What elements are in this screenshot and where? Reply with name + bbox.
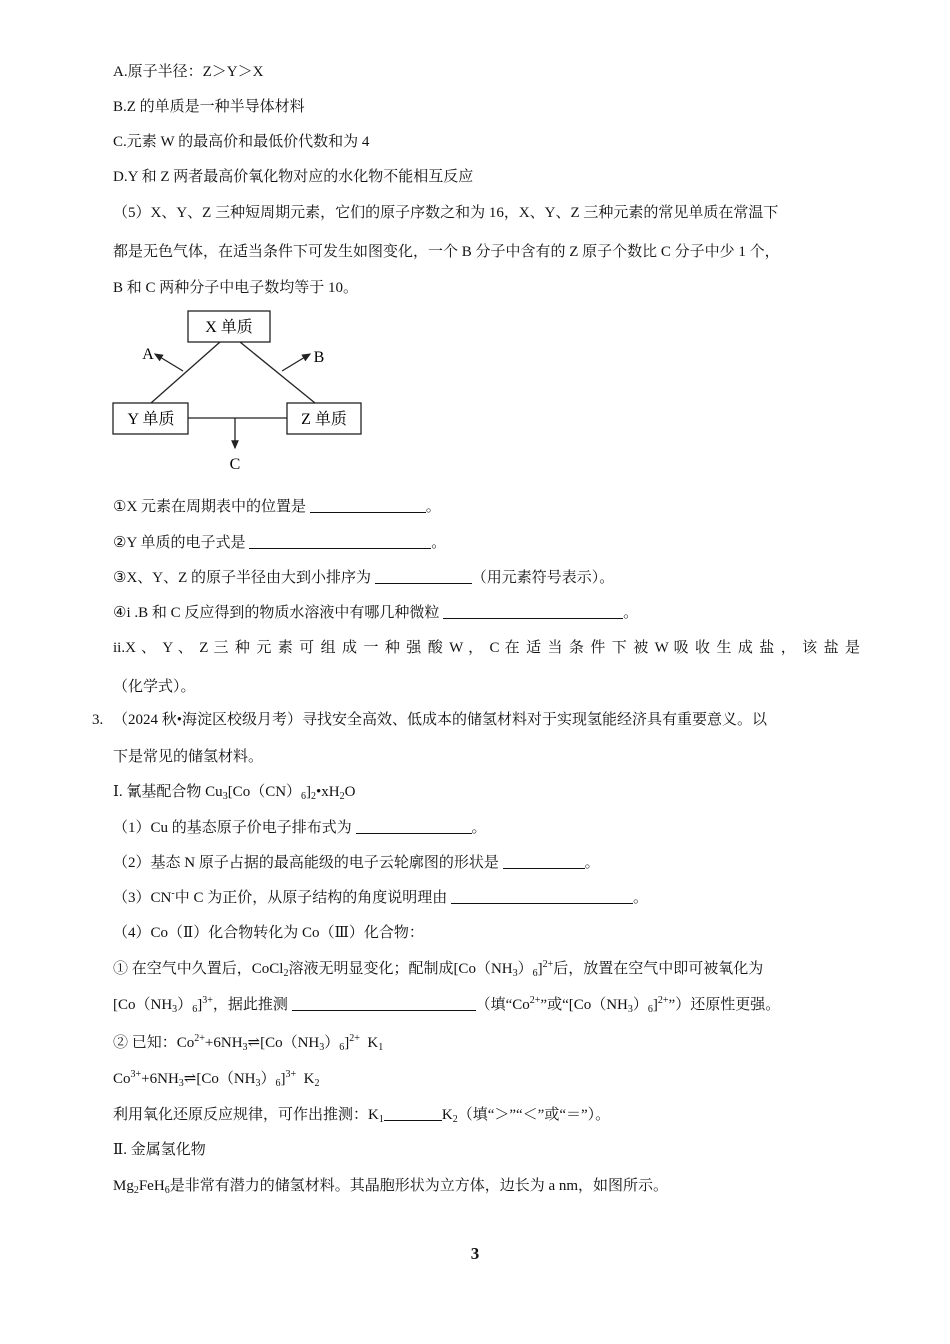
y-box-label: Y 单质 — [127, 411, 175, 428]
q5-sub1: ①X 元素在周期表中的位置是 。 — [113, 499, 441, 515]
q5-line1: （5）X、Y、Z 三种短周期元素，它们的原子序数之和为 16，X、Y、Z 三种元素的常见单质在常温下 — [113, 205, 779, 221]
question-number: 3. — [92, 712, 104, 728]
q3-sub4-k1: ② 已知：$Co^{2+}+6NH_3\rightleftharpoons[Co(NH_3)_6]^{2+}$ $K_1$ — [113, 1033, 384, 1053]
page-number: 3 — [470, 1244, 480, 1263]
answer-blank[interactable] — [356, 818, 472, 834]
answer-blank[interactable] — [384, 1105, 442, 1121]
q5-line3: B 和 C 两种分子中电子数均等于 10。 — [113, 280, 359, 296]
answer-blank[interactable] — [443, 603, 623, 619]
answer-blank[interactable] — [451, 888, 633, 904]
z-box-label: Z 单质 — [301, 411, 347, 428]
q3-sub4-k2: $Co^{3+}+6NH_3\rightleftharpoons[Co(NH_3)_6]^{3+}$ $K_2$ — [113, 1069, 320, 1089]
option-a: A.原子半径：Z＞Y＞X — [113, 64, 264, 80]
q3-sub4: （4）Co（Ⅱ）化合物转化为 Co（Ⅲ）化合物： — [113, 925, 424, 941]
q3-sub4-c2: $[Co(NH_3)_6]^{3+}$，据此推测 （填“$Co^{2+}$”或“$[Co(NH_3)_6]^{2+}$”）还原性更强。 — [113, 995, 781, 1015]
label-a: A — [142, 346, 154, 363]
option-b: B.Z 的单质是一种半导体材料 — [113, 99, 305, 115]
q3-sub4-c1: ① 在空气中久置后，CoCl$_2$溶液无明显变化；配制成$[Co(NH_3)_6]^{2+}$后，放置在空气中即可被氧化为 — [113, 959, 764, 979]
q5-line2: 都是无色气体，在适当条件下可发生如图变化，一个 B 分子中含有的 Z 原子个数比 C 分子中少 1 个， — [113, 244, 780, 260]
answer-blank[interactable] — [292, 995, 476, 1011]
q5-sub2: ②Y 单质的电子式是 。 — [113, 535, 447, 551]
answer-blank[interactable] — [310, 497, 426, 513]
q3-part1-heading: Ⅰ. 氰基配合物 $Cu_3[Co(CN)_6]_2•xH_2O$ — [113, 784, 356, 802]
q3-sub3: （3）CN-中 C 为正价，从原子结构的角度说明理由 。 — [113, 888, 648, 906]
q5-sub4: ④i .B 和 C 反应得到的物质水溶液中有哪几种微粒 。 — [113, 605, 639, 621]
q3-intro-2: 下是常见的储氢材料。 — [113, 749, 264, 765]
q5-sub5-tail: （化学式）。 — [113, 679, 196, 695]
q3-sub1: （1）Cu 的基态原子价电子排布式为 。 — [113, 820, 487, 836]
q5-sub5: ii.X 、 Y 、 Z 三 种 元 素 可 组 成 一 种 强 酸 W ， C 在 适 当 条 件 下 被 W 吸 收 生 成 盐 ， 该 盐 是 — [113, 640, 860, 656]
q3-infer: 利用氧化还原反应规律，可作出推测：$K_1$ $K_2$（填“＞”“＜”或“＝”）。 — [113, 1107, 611, 1125]
q5-sub3: ③X、Y、Z 的原子半径由大到小排序为 （用元素符号表示）。 — [113, 570, 615, 586]
label-b: B — [313, 349, 325, 366]
arrow-b — [282, 354, 310, 371]
label-c: C — [229, 456, 241, 473]
line-x-z — [240, 342, 315, 403]
option-d: D.Y 和 Z 两者最高价氧化物对应的水化物不能相互反应 — [113, 169, 474, 185]
x-box-label: X 单质 — [205, 319, 253, 336]
answer-blank[interactable] — [503, 853, 585, 869]
answer-blank[interactable] — [249, 533, 431, 549]
q3-sub2: （2）基态 N 原子占据的最高能级的电子云轮廓图的形状是 。 — [113, 855, 600, 871]
option-c: C.元素 W 的最高价和最低价代数和为 4 — [113, 134, 370, 150]
reaction-diagram — [105, 305, 375, 475]
q3-part2-heading: Ⅱ. 金属氢化物 — [113, 1142, 206, 1158]
q3-part2-text: $Mg_2FeH_6$是非常有潜力的储氢材料。其晶胞形状为立方体，边长为 a nm，如图所示。 — [113, 1178, 669, 1196]
arrow-a — [155, 354, 183, 371]
answer-blank[interactable] — [375, 568, 472, 584]
q3-intro-1: （2024 秋•海淀区校级月考）寻找安全高效、低成本的储氢材料对于实现氢能经济具有重要意义。以 — [113, 712, 768, 728]
line-x-y — [151, 342, 220, 403]
